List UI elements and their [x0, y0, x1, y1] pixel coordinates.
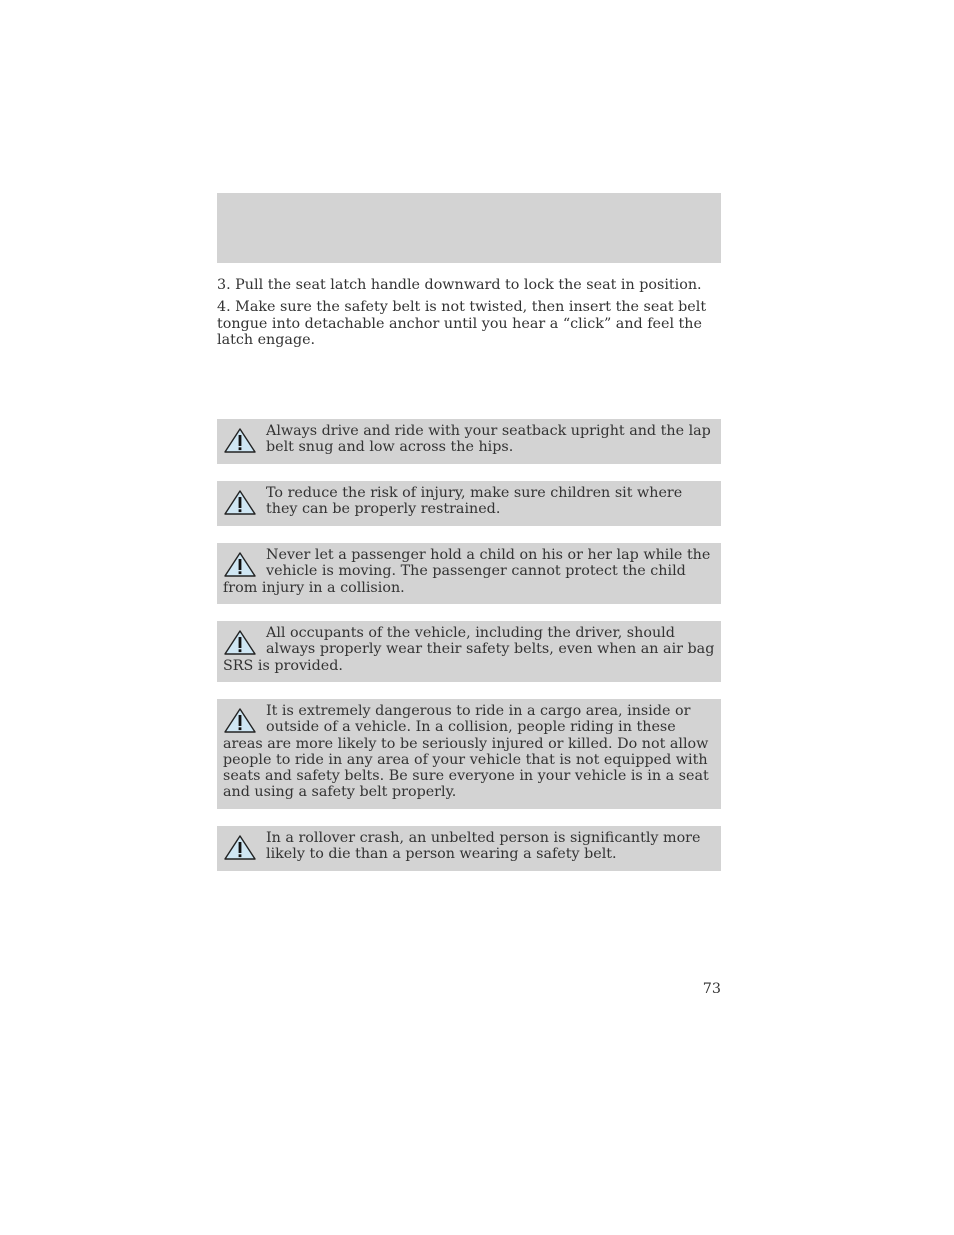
warning-triangle-icon — [223, 489, 257, 516]
warning-box-all-occupants — [217, 621, 721, 682]
warning-triangle-icon — [223, 629, 257, 656]
warning-text: It is extremely dangerous to ride in a cargo area, inside or outside of a vehicle. In a collision, people riding in these areas are more likely to be seriously injured or killed. Do not allow people to ride in any area of your vehicle that is not equipped with seats and safety belts. Be sure everyone in your vehicle is in a seat and using a safety belt properly. — [223, 703, 709, 801]
warning-triangle-icon — [223, 551, 257, 578]
step-3: 3. Pull the seat latch handle downward to lock the seat in position. — [217, 277, 702, 293]
warning-triangle-icon — [223, 707, 257, 734]
warning-text: Always drive and ride with your seatback upright and the lap belt snug and low across the hips. — [266, 423, 711, 456]
page-number: 73 — [702, 981, 721, 997]
warning-box-rollover — [217, 826, 721, 871]
warning-box-children — [217, 481, 721, 526]
warning-box-seatback — [217, 419, 721, 464]
section-header-band — [217, 193, 721, 263]
warning-text: Never let a passenger hold a child on his or her lap while the vehicle is moving. The passenger cannot protect the child from injury in a collision. — [223, 547, 711, 596]
warning-triangle-icon — [223, 427, 257, 454]
warning-box-cargo-area — [217, 699, 721, 809]
warning-text: To reduce the risk of injury, make sure children sit where they can be properly restrained. — [266, 485, 683, 518]
warning-box-lap-child — [217, 543, 721, 604]
step-4: 4. Make sure the safety belt is not twisted, then insert the seat belt tongue into detachable anchor until you hear a “click” and feel the latch engage. — [217, 299, 707, 348]
warning-text: In a rollover crash, an unbelted person is significantly more likely to die than a person wearing a safety belt. — [266, 830, 701, 863]
warning-triangle-icon — [223, 834, 257, 861]
warning-text: All occupants of the vehicle, including the driver, should always properly wear their safety belts, even when an air bag SRS is provided. — [223, 625, 715, 674]
instruction-steps — [217, 277, 721, 354]
